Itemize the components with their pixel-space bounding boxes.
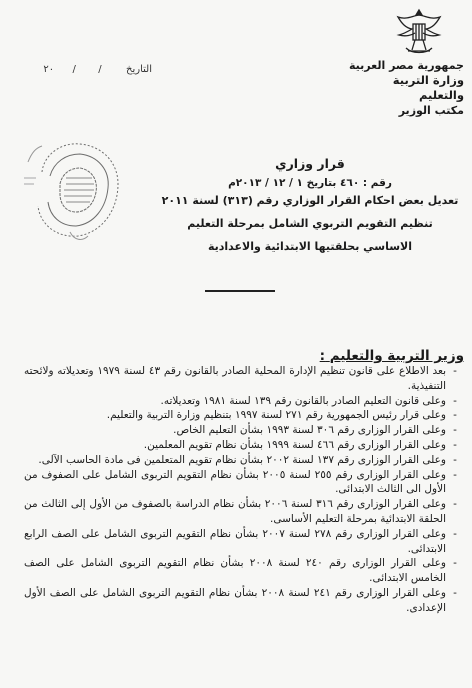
clause-text: وعلى قانون التعليم الصادر بالقانون رقم ١٣٩ لسنة ١٩٨١ وتعديلاته. (160, 394, 446, 407)
list-item: - وعلى القرار الوزارى رقم ٢٧٨ لسنة ٢٠٠٧ بشأن نظام التقويم التربوى الشامل على الصف الرابع الابتدائى. (24, 527, 457, 555)
list-item: - وعلى القرار الوزارى رقم ٣١٦ لسنة ٢٠٠٦ بشأن نظام الدراسة بالصفوف من الأول إلى الثالث من الحلقة الابتدائية بمرحلة التعليم الأساسى. (24, 498, 457, 525)
decree-header (150, 156, 470, 258)
list-item: - وعلى القرار الوزارى رقم ٢٤١ لسنة ٢٠٠٨ بشأن نظام التقويم التربوى الشامل على الصف الأول الإعدادى. (24, 586, 457, 614)
recitals-list (24, 364, 460, 616)
clause-text: وعلى القرار الوزارى رقم ٢٧٨ لسنة ٢٠٠٧ بشأن نظام التقويم التربوى الشامل على الصف الرابع الابتدائى. (24, 527, 446, 555)
list-item: - وعلى القرار الوزارى رقم ١٣٧ لسنة ٢٠٠٢ بشأن نظام تقويم المتعلمين فى مادة الحاسب الآلى. (38, 453, 457, 466)
list-item: - وعلى القرار الوزارى رقم ٢٤٠ لسنة ٢٠٠٨ بشأن نظام التقويم التربوى الشامل على الصف الخامس الابتدائى. (24, 557, 457, 585)
date-label: التاريخ (126, 64, 152, 75)
list-item: - وعلى قانون التعليم الصادر بالقانون رقم ١٣٩ لسنة ١٩٨١ وتعديلاته. (160, 394, 457, 407)
ministry-header (344, 58, 464, 118)
office-name: مكتب الوزير (398, 104, 464, 117)
clause-text: وعلى القرار الوزارى رقم ٤٦٦ لسنة ١٩٩٩ بشأن نظام تقويم المعلمين. (143, 438, 446, 451)
date-field (22, 64, 152, 75)
minister-title: وزير التربية والتعليم (329, 348, 464, 364)
list-item: - وعلى القرار الوزارى رقم ٢٥٥ لسنة ٢٠٠٥ بشأن نظام التقويم التربوى الشامل على الصفوف من الأول الى الثالث الابتدائى. (24, 468, 457, 496)
clause-text: وعلى القرار الوزارى رقم ١٣٧ لسنة ٢٠٠٢ بشأن نظام تقويم المتعلمين فى مادة الحاسب الآلى. (38, 453, 446, 466)
republic-name: جمهورية مصر العربية (349, 59, 464, 72)
ministry-seal-stamp-icon (22, 132, 132, 247)
decree-subject-line: الاساسي بحلقتيها الابتدائية والاعدادية (207, 240, 413, 253)
list-item: - بعد الاطلاع على قانون تنظيم الإدارة المحلية الصادر بالقانون رقم ٤٣ لسنة ١٩٧٩ وتعديلاته ولائحته التنفيذية. (24, 365, 457, 392)
clause-text: وعلى القرار الوزارى رقم ٣١٦ لسنة ٢٠٠٦ بشأن نظام الدراسة بالصفوف من الأول إلى الثالث من الحلقة الابتدائية بمرحلة التعليم الأساسى. (24, 498, 447, 525)
decree-title: قرار وزاري (275, 156, 345, 171)
minister-heading (317, 348, 464, 364)
clause-text: وعلى القرار الوزارى رقم ٣٠٦ لسنة ١٩٩٣ بشأن التعليم الخاص. (173, 424, 446, 437)
egypt-eagle-emblem-icon (394, 4, 444, 60)
clause-text: وعلى قرار رئيس الجمهورية رقم ٢٧١ لسنة ١٩٩٧ بتنظيم وزارة التربية والتعليم. (106, 409, 446, 422)
clause-text: بعد الاطلاع على قانون تنظيم الإدارة المحلية الصادر بالقانون رقم ٤٣ لسنة ١٩٧٩ وتعديلاته ولائحته التنفيذية. (24, 365, 446, 392)
decree-subject-line: تعديل بعض احكام القرار الوزاري رقم (٣١٣) لسنة ٢٠١١ (161, 194, 459, 207)
clause-text: وعلى القرار الوزارى رقم ٢٥٥ لسنة ٢٠٠٥ بشأن نظام التقويم التربوى الشامل على الصفوف من الأول الى الثالث الابتدائى. (24, 468, 446, 496)
list-item: - وعلى القرار الوزارى رقم ٣٠٦ لسنة ١٩٩٣ بشأن التعليم الخاص. (173, 424, 457, 437)
divider (205, 290, 275, 292)
date-separator: / (72, 64, 76, 75)
list-item: - وعلى القرار الوزارى رقم ٤٦٦ لسنة ١٩٩٩ بشأن نظام تقويم المعلمين. (143, 438, 457, 451)
ministry-name: وزارة التربية والتعليم (392, 73, 464, 102)
date-year: ٢٠ (43, 64, 55, 75)
clause-text: وعلى القرار الوزارى رقم ٢٤١ لسنة ٢٠٠٨ بشأن نظام التقويم التربوى الشامل على الصف الأول الإعدادى. (24, 586, 446, 614)
decree-subject-line: تنظيم التقويم التربوي الشامل بمرحلة التعليم (187, 217, 433, 230)
list-item: - وعلى قرار رئيس الجمهورية رقم ٢٧١ لسنة ١٩٩٧ بتنظيم وزارة التربية والتعليم. (106, 409, 457, 422)
decree-number-date: رقم : ٤٦٠ بتاريخ ١ / ١٢ / ٢٠١٣م (228, 177, 392, 189)
clause-text: وعلى القرار الوزارى رقم ٢٤٠ لسنة ٢٠٠٨ بشأن نظام التقويم التربوى الشامل على الصف الخامس الابتدائى. (24, 557, 446, 585)
date-separator: / (98, 64, 102, 75)
minister-colon: : (319, 348, 326, 364)
